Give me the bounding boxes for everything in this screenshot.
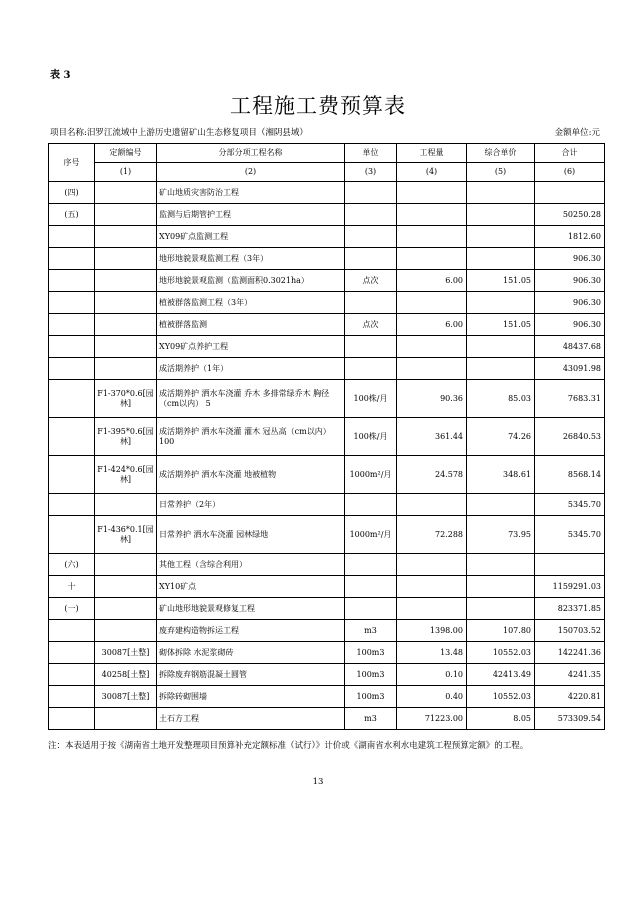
cell-total: 50250.28	[535, 204, 605, 226]
cell-qty: 90.36	[397, 380, 467, 418]
cell-qty	[397, 598, 467, 620]
cell-quota: F1-436*0.1[园林]	[95, 516, 157, 554]
cell-price	[467, 226, 535, 248]
cell-price: 10552.03	[467, 642, 535, 664]
cell-price	[467, 598, 535, 620]
cell-qty: 72.288	[397, 516, 467, 554]
cell-name: 土石方工程	[157, 708, 345, 730]
cell-unit	[345, 554, 397, 576]
cell-qty: 0.10	[397, 664, 467, 686]
cell-price: 151.05	[467, 314, 535, 336]
cell-name: 日常养护 洒水车浇灌 园林绿地	[157, 516, 345, 554]
cell-seq	[49, 226, 95, 248]
cell-total	[535, 182, 605, 204]
cell-seq	[49, 418, 95, 456]
cell-price	[467, 182, 535, 204]
cell-unit: 1000m²/月	[345, 516, 397, 554]
cell-qty	[397, 248, 467, 270]
cell-total: 142241.36	[535, 642, 605, 664]
cell-quota	[95, 620, 157, 642]
cell-seq	[49, 708, 95, 730]
table-row	[49, 686, 605, 708]
cell-name: 成活期养护 洒水车浇灌 地被植物	[157, 456, 345, 494]
footnote: 注：本表适用于按《湖南省土地开发整理项目预算补充定额标准（试行）》计价或《湖南省水利水电建筑工程预算定额》的工程。	[48, 741, 529, 751]
table-row	[49, 248, 605, 270]
cell-price: 74.26	[467, 418, 535, 456]
cell-name: 砌体拆除 水泥浆砌砖	[157, 642, 345, 664]
cell-total: 7683.31	[535, 380, 605, 418]
cell-seq	[49, 314, 95, 336]
cell-unit: 100m3	[345, 664, 397, 686]
cell-seq	[49, 642, 95, 664]
cell-unit	[345, 226, 397, 248]
col-index: (5)	[467, 163, 535, 182]
cell-price	[467, 336, 535, 358]
budget-table	[48, 143, 605, 730]
cell-quota: 30087[土整]	[95, 686, 157, 708]
cell-unit	[345, 292, 397, 314]
cell-unit	[345, 576, 397, 598]
cell-qty	[397, 292, 467, 314]
cell-quota	[95, 226, 157, 248]
header-row	[49, 144, 605, 163]
table-row	[49, 336, 605, 358]
cell-unit	[345, 598, 397, 620]
cell-price	[467, 292, 535, 314]
cell-seq	[49, 664, 95, 686]
cell-price	[467, 248, 535, 270]
cell-qty	[397, 554, 467, 576]
cell-qty: 13.48	[397, 642, 467, 664]
cell-name: 成活期养护 洒水车浇灌 灌木 冠丛高（cm以内） 100	[157, 418, 345, 456]
header-quota: 定额编号	[95, 144, 157, 163]
table-row	[49, 598, 605, 620]
cell-seq	[49, 456, 95, 494]
table-row	[49, 358, 605, 380]
cell-unit	[345, 204, 397, 226]
cell-name: 成活期养护（1年）	[157, 358, 345, 380]
cell-unit: 点次	[345, 270, 397, 292]
cell-price: 8.05	[467, 708, 535, 730]
cell-name: 日常养护（2年）	[157, 494, 345, 516]
cell-total: 8568.14	[535, 456, 605, 494]
cell-price: 42413.49	[467, 664, 535, 686]
cell-price	[467, 576, 535, 598]
cell-unit: m3	[345, 708, 397, 730]
cell-unit: 100株/月	[345, 380, 397, 418]
cell-name: 废弃建构造物拆运工程	[157, 620, 345, 642]
cell-seq	[49, 686, 95, 708]
table-row	[49, 620, 605, 642]
cell-quota: 30087[土整]	[95, 642, 157, 664]
cell-quota	[95, 576, 157, 598]
cell-name: 监测与后期管护工程	[157, 204, 345, 226]
cell-total: 906.30	[535, 270, 605, 292]
table-row	[49, 380, 605, 418]
cell-qty: 24.578	[397, 456, 467, 494]
cell-qty: 0.40	[397, 686, 467, 708]
cell-unit: 100m3	[345, 686, 397, 708]
cell-seq: (四)	[49, 182, 95, 204]
cell-name: 成活期养护 洒水车浇灌 乔木 多排常绿乔木 胸径（cm以内） 5	[157, 380, 345, 418]
cell-qty	[397, 226, 467, 248]
table-label: 表 3	[50, 70, 71, 81]
cell-seq: 十	[49, 576, 95, 598]
cell-name: 矿山地质灾害防治工程	[157, 182, 345, 204]
cell-unit: 点次	[345, 314, 397, 336]
table-row	[49, 314, 605, 336]
cell-name: 拆除废弃钢筋混凝土圆管	[157, 664, 345, 686]
cell-total: 906.30	[535, 292, 605, 314]
cell-price	[467, 494, 535, 516]
cell-seq	[49, 516, 95, 554]
col-index: (3)	[345, 163, 397, 182]
cell-quota	[95, 708, 157, 730]
cell-total: 26840.53	[535, 418, 605, 456]
header-name: 分部分项工程名称	[157, 144, 345, 163]
cell-qty	[397, 204, 467, 226]
currency-unit: 金额单位:元	[554, 128, 600, 138]
cell-unit: 1000m²/月	[345, 456, 397, 494]
cell-total: 573309.54	[535, 708, 605, 730]
cell-price: 107.80	[467, 620, 535, 642]
table-row	[49, 642, 605, 664]
table-row	[49, 182, 605, 204]
cell-price: 151.05	[467, 270, 535, 292]
header-qty: 工程量	[397, 144, 467, 163]
cell-unit: 100m3	[345, 642, 397, 664]
cell-quota	[95, 182, 157, 204]
cell-seq	[49, 270, 95, 292]
table-row	[49, 456, 605, 494]
col-index: (1)	[95, 163, 157, 182]
cell-name: 其他工程（含综合利用）	[157, 554, 345, 576]
cell-total: 823371.85	[535, 598, 605, 620]
cell-total: 5345.70	[535, 494, 605, 516]
header-total: 合计	[535, 144, 605, 163]
cell-total: 4220.81	[535, 686, 605, 708]
cell-seq	[49, 248, 95, 270]
cell-quota	[95, 292, 157, 314]
cell-price: 73.95	[467, 516, 535, 554]
cell-seq	[49, 494, 95, 516]
table-row	[49, 664, 605, 686]
cell-unit: 100株/月	[345, 418, 397, 456]
table-row	[49, 292, 605, 314]
cell-seq	[49, 380, 95, 418]
cell-qty	[397, 358, 467, 380]
col-index: (2)	[157, 163, 345, 182]
cell-seq	[49, 620, 95, 642]
cell-qty	[397, 336, 467, 358]
cell-price: 85.03	[467, 380, 535, 418]
cell-unit	[345, 358, 397, 380]
project-name: 项目名称:汨罗江流域中上游历史遗留矿山生态修复项目（湘阴县域）	[50, 128, 308, 138]
cell-qty	[397, 182, 467, 204]
cell-total: 150703.52	[535, 620, 605, 642]
table-row	[49, 494, 605, 516]
col-index: (4)	[397, 163, 467, 182]
cell-name: 植被群落监测工程（3年）	[157, 292, 345, 314]
table-row	[49, 204, 605, 226]
table-body	[49, 182, 605, 730]
table-row	[49, 554, 605, 576]
cell-seq: (六)	[49, 554, 95, 576]
cell-quota	[95, 494, 157, 516]
cell-quota: F1-424*0.6[园林]	[95, 456, 157, 494]
cell-quota: 40258[土整]	[95, 664, 157, 686]
cell-quota	[95, 358, 157, 380]
cell-qty: 71223.00	[397, 708, 467, 730]
cell-total: 43091.98	[535, 358, 605, 380]
cell-total: 5345.70	[535, 516, 605, 554]
cell-quota	[95, 336, 157, 358]
cell-total: 906.30	[535, 248, 605, 270]
table-row	[49, 226, 605, 248]
cell-quota	[95, 598, 157, 620]
header-seq: 序号	[49, 144, 95, 182]
table-row	[49, 516, 605, 554]
cell-quota	[95, 270, 157, 292]
cell-name: 矿山地形地貌景观修复工程	[157, 598, 345, 620]
table-row	[49, 418, 605, 456]
cell-quota	[95, 554, 157, 576]
cell-name: 地形地貌景观监测（监测面积0.3021ha）	[157, 270, 345, 292]
cell-unit: m3	[345, 620, 397, 642]
column-index-row	[49, 163, 605, 182]
cell-total: 4241.35	[535, 664, 605, 686]
table-row	[49, 270, 605, 292]
cell-name: 地形地貌景观监测工程（3年）	[157, 248, 345, 270]
cell-name: XY09矿点监测工程	[157, 226, 345, 248]
cell-price	[467, 358, 535, 380]
cell-seq	[49, 336, 95, 358]
cell-qty: 361.44	[397, 418, 467, 456]
cell-unit	[345, 182, 397, 204]
cell-qty	[397, 494, 467, 516]
table-row	[49, 708, 605, 730]
cell-seq: (一)	[49, 598, 95, 620]
cell-price: 10552.03	[467, 686, 535, 708]
cell-price	[467, 204, 535, 226]
header-price: 综合单价	[467, 144, 535, 163]
cell-name: 拆除砖砌围墙	[157, 686, 345, 708]
cell-seq: (五)	[49, 204, 95, 226]
cell-total: 48437.68	[535, 336, 605, 358]
cell-price	[467, 554, 535, 576]
header-unit: 单位	[345, 144, 397, 163]
cell-quota	[95, 248, 157, 270]
cell-quota: F1-370*0.6[园林]	[95, 380, 157, 418]
cell-quota	[95, 204, 157, 226]
cell-name: 植被群落监测	[157, 314, 345, 336]
cell-unit	[345, 248, 397, 270]
cell-unit	[345, 336, 397, 358]
cell-qty: 1398.00	[397, 620, 467, 642]
cell-total: 1812.60	[535, 226, 605, 248]
cell-total	[535, 554, 605, 576]
cell-seq	[49, 292, 95, 314]
cell-total: 906.30	[535, 314, 605, 336]
cell-qty	[397, 576, 467, 598]
cell-quota: F1-395*0.6[园林]	[95, 418, 157, 456]
cell-price: 348.61	[467, 456, 535, 494]
cell-name: XY09矿点养护工程	[157, 336, 345, 358]
cell-total: 1159291.03	[535, 576, 605, 598]
cell-seq	[49, 358, 95, 380]
cell-qty: 6.00	[397, 270, 467, 292]
cell-qty: 6.00	[397, 314, 467, 336]
page-title: 工程施工费预算表	[230, 94, 406, 118]
page-number: 13	[312, 777, 324, 787]
col-index: (6)	[535, 163, 605, 182]
table-row	[49, 576, 605, 598]
cell-quota	[95, 314, 157, 336]
cell-name: XY10矿点	[157, 576, 345, 598]
cell-unit	[345, 494, 397, 516]
